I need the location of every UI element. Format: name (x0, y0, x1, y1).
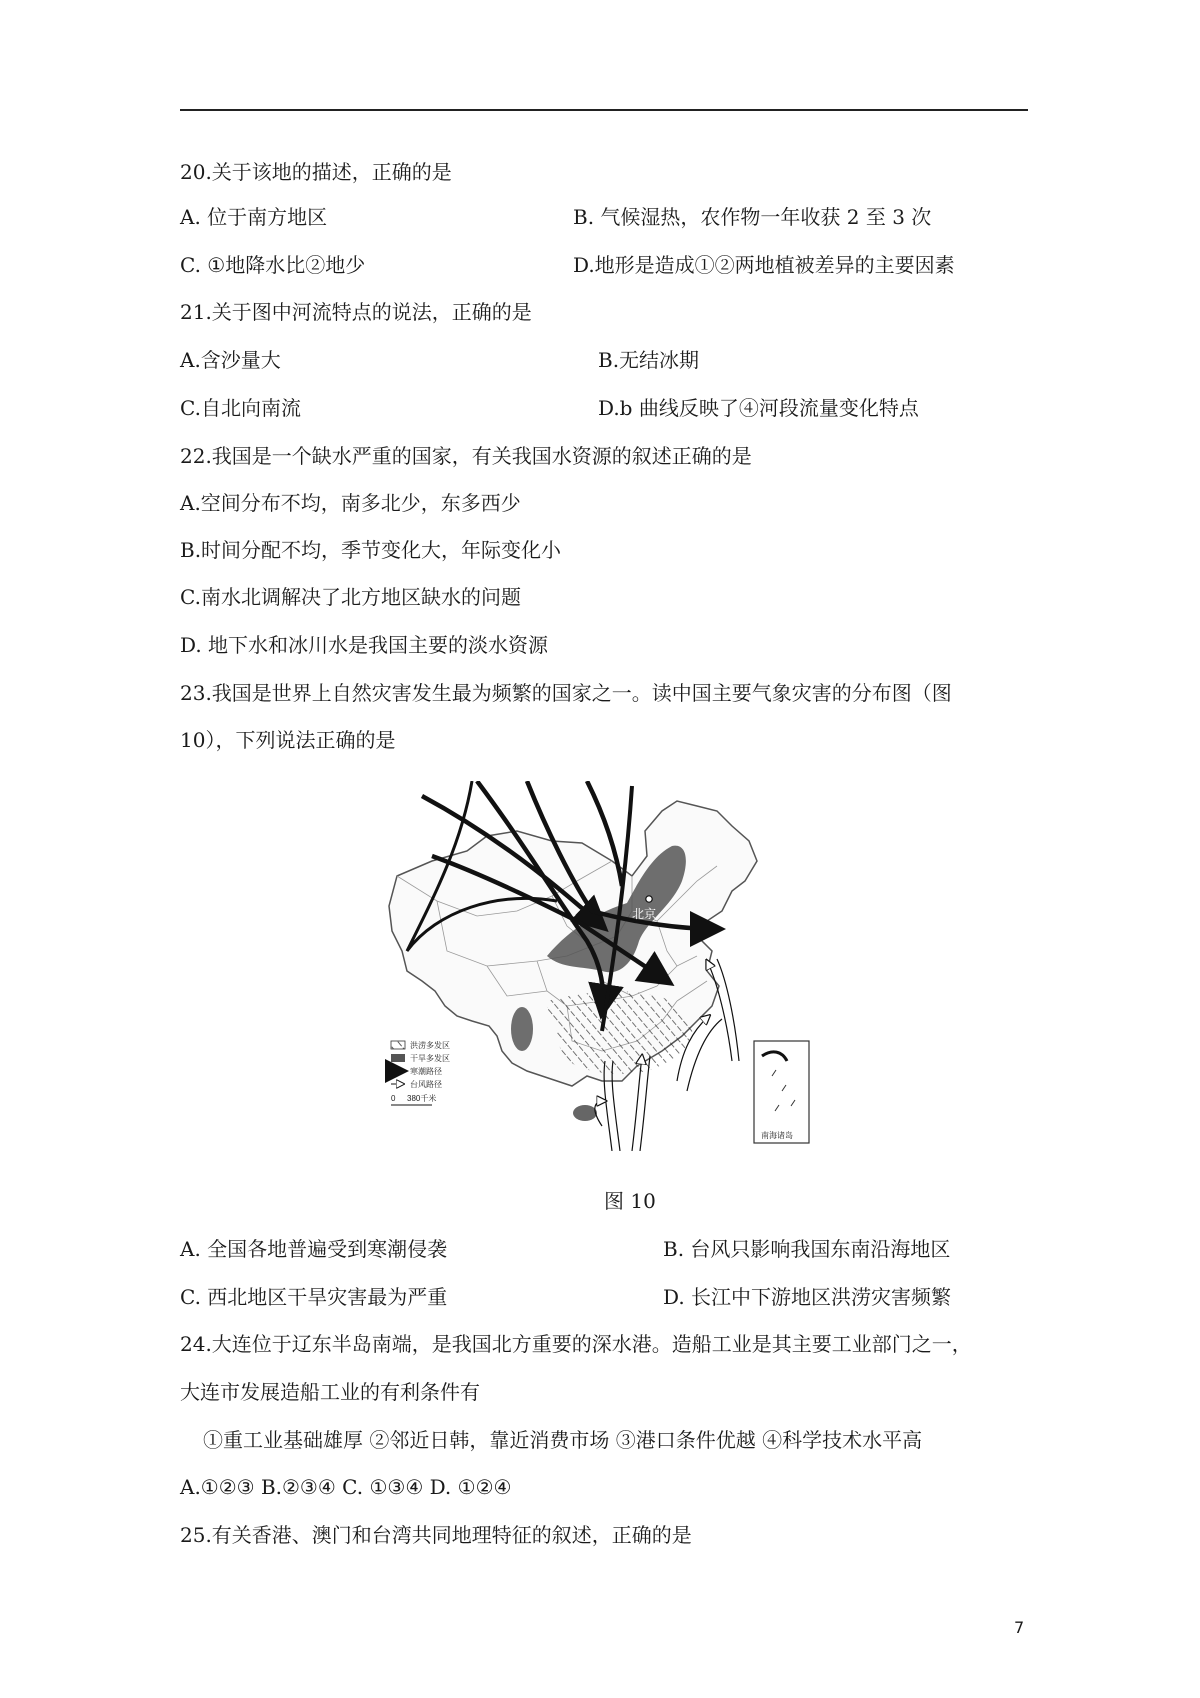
beijing-marker (646, 896, 652, 902)
q20-option-d: D.地形是造成①②两地植被差异的主要因素 (573, 253, 955, 277)
q21-option-a: A.含沙量大 (180, 348, 281, 372)
q21-option-c: C.自北向南流 (180, 396, 301, 420)
q21-stem: 21.关于图中河流特点的说法，正确的是 (180, 300, 532, 324)
legend-drought-swatch (391, 1054, 405, 1062)
q23-option-c: C. 西北地区干旱灾害最为严重 (180, 1285, 448, 1309)
drought-area-southwest (511, 1007, 533, 1051)
q23-stem-line1: 23.我国是世界上自然灾害发生最为频繁的国家之一。读中国主要气象灾害的分布图（图 (180, 681, 952, 705)
south-sea-inset-label: 南海诸岛 (761, 1131, 793, 1140)
q24-options: A.①②③ B.②③④ C. ①③④ D. ①②④ (180, 1475, 512, 1499)
q23-option-d: D. 长江中下游地区洪涝灾害频繁 (663, 1285, 952, 1309)
q22-option-c: C.南水北调解决了北方地区缺水的问题 (180, 585, 521, 609)
q20-stem: 20.关于该地的描述，正确的是 (180, 160, 452, 184)
q23-option-b: B. 台风只影响我国东南沿海地区 (663, 1237, 951, 1261)
legend-cold-wave-label: 寒潮路径 (410, 1067, 442, 1076)
disaster-map-figure (377, 781, 828, 1151)
q22-option-d: D. 地下水和冰川水是我国主要的淡水资源 (180, 633, 549, 657)
legend-scale-zero: 0 (391, 1094, 396, 1103)
legend-flood-label: 洪涝多发区 (410, 1041, 450, 1050)
q24-conditions: ①重工业基础雄厚 ②邻近日韩，靠近消费市场 ③港口条件优越 ④科学技术水平高 (203, 1428, 923, 1452)
q23-option-a: A. 全国各地普遍受到寒潮侵袭 (180, 1237, 448, 1261)
legend-drought-label: 干旱多发区 (410, 1054, 450, 1063)
beijing-label: 北京 (632, 907, 657, 921)
q21-option-b: B.无结冰期 (598, 348, 700, 372)
q20-option-c: C. ①地降水比②地少 (180, 253, 366, 277)
hainan-island (573, 1105, 597, 1121)
header-rule (180, 109, 1028, 111)
q22-option-a: A.空间分布不均，南多北少，东多西少 (180, 491, 521, 515)
legend-scale-label: 380千米 (407, 1094, 437, 1103)
q20-option-b: B. 气候湿热，农作物一年收获 2 至 3 次 (573, 205, 932, 229)
q23-stem-line2: 10），下列说法正确的是 (180, 728, 396, 752)
q25-stem: 25.有关香港、澳门和台湾共同地理特征的叙述，正确的是 (180, 1523, 692, 1547)
q22-option-b: B.时间分配不均，季节变化大，年际变化小 (180, 538, 562, 562)
q22-stem: 22.我国是一个缺水严重的国家，有关我国水资源的叙述正确的是 (180, 444, 752, 468)
legend-typhoon-label: 台风路径 (410, 1080, 442, 1089)
page-number: 7 (1014, 1618, 1025, 1637)
q20-option-a: A. 位于南方地区 (180, 205, 328, 229)
map-legend (391, 1040, 450, 1105)
q21-option-d: D.b 曲线反映了④河段流量变化特点 (598, 396, 919, 420)
q24-stem-line1: 24.大连位于辽东半岛南端，是我国北方重要的深水港。造船工业是其主要工业部门之一， (180, 1332, 972, 1356)
q24-stem-line2: 大连市发展造船工业的有利条件有 (180, 1380, 480, 1404)
legend-flood-swatch (391, 1041, 405, 1049)
figure-caption: 图 10 (604, 1189, 656, 1213)
